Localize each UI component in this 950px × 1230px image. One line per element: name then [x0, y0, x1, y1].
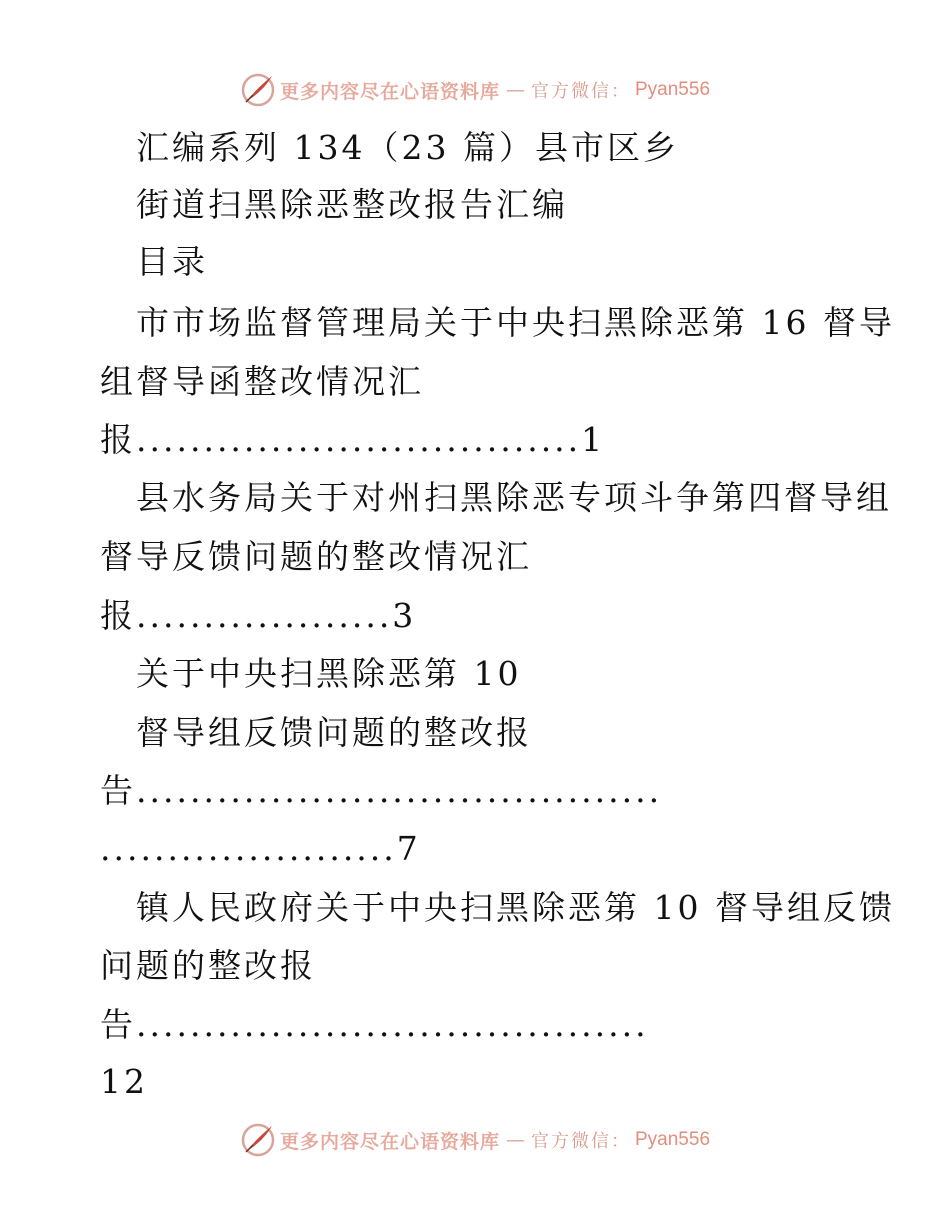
watermark-wechat-id: Pyan556 [635, 1129, 711, 1150]
toc-heading: 目录 [136, 242, 208, 281]
toc-entry-3-line-4[interactable]: ......................7 [100, 829, 421, 868]
watermark-dash: — [506, 1129, 525, 1151]
toc-entry-2-line-2[interactable]: 督导反馈问题的整改情况汇 [100, 537, 532, 576]
toc-entry-4-line-1[interactable]: 镇人民政府关于中央扫黑除恶第 10 督导组反馈 [136, 888, 895, 927]
document-title-line-2: 街道扫黑除恶整改报告汇编 [136, 185, 568, 224]
quill-pen-logo-icon [240, 72, 276, 108]
quill-pen-logo-icon [240, 1122, 276, 1158]
header-watermark-banner [0, 70, 950, 110]
watermark-wechat-id: Pyan556 [635, 79, 711, 100]
watermark-content [240, 72, 710, 108]
toc-entry-1-line-2[interactable]: 组督导函整改情况汇 [100, 362, 424, 401]
toc-entry-4-line-3[interactable]: 告...................................... [100, 1005, 649, 1044]
watermark-text: 更多内容尽在心语资料库 [279, 1130, 500, 1153]
toc-entry-1-line-1[interactable]: 市市场监督管理局关于中央扫黑除恶第 16 督导 [136, 303, 895, 342]
toc-entry-1-line-3[interactable]: 报.................................1 [100, 420, 606, 459]
watermark-wechat-label: 官方微信： [531, 1131, 631, 1152]
watermark-text: 更多内容尽在心语资料库 [279, 80, 500, 103]
toc-entry-3-line-3[interactable]: 告....................................... [100, 771, 663, 810]
watermark-dash: — [506, 79, 525, 101]
toc-entry-2-line-1[interactable]: 县水务局关于对州扫黑除恶专项斗争第四督导组 [136, 478, 892, 517]
toc-entry-4-line-4[interactable]: 12 [100, 1062, 148, 1101]
toc-entry-3-line-2[interactable]: 督导组反馈问题的整改报 [136, 713, 532, 752]
toc-entry-4-line-2[interactable]: 问题的整改报 [100, 946, 316, 985]
footer-watermark-banner [0, 1120, 950, 1160]
toc-entry-2-line-3[interactable]: 报...................3 [100, 596, 417, 635]
toc-entry-3-line-1[interactable]: 关于中央扫黑除恶第 10 [136, 654, 522, 693]
watermark-content [240, 1122, 710, 1158]
watermark-wechat-label: 官方微信： [531, 81, 631, 102]
document-title-line-1: 汇编系列 134（23 篇）县市区乡 [136, 128, 679, 167]
